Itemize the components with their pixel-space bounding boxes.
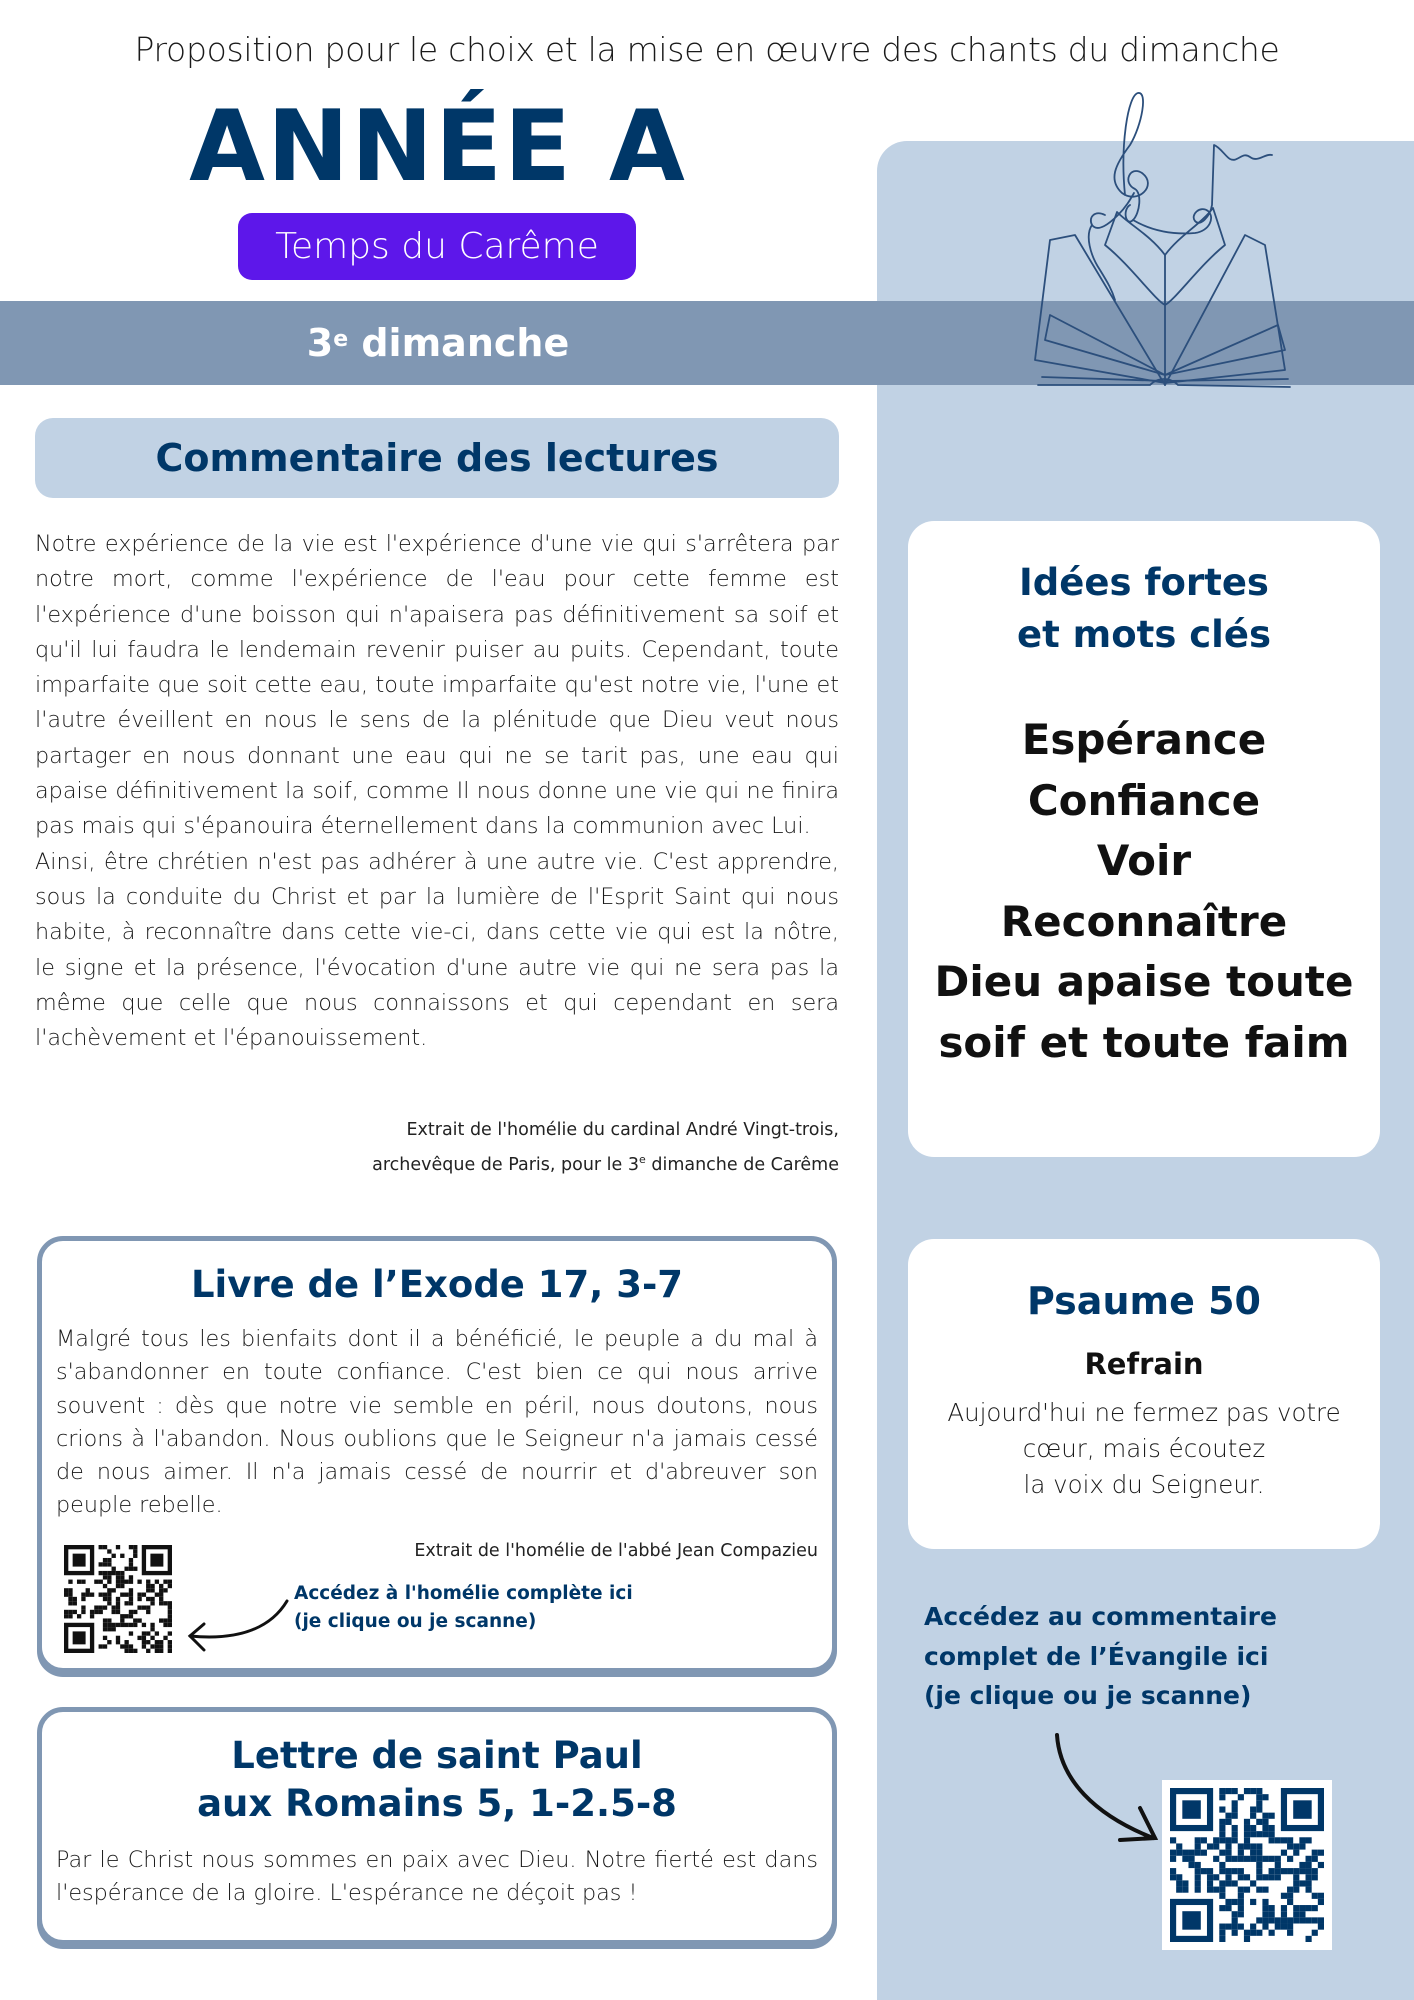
refrain-text [908, 1395, 1380, 1503]
psalm-card [908, 1239, 1380, 1549]
keyword: Espérance [1021, 715, 1267, 764]
reading-title: Livre de l’Exode 17, 3-7 [190, 1263, 684, 1306]
commentary-attribution [35, 1116, 839, 1180]
homily-link-line[interactable]: (je clique ou je scanne) [294, 1611, 537, 1632]
keywords-title-line: Idées fortes [1019, 561, 1269, 604]
sunday-title [0, 301, 876, 385]
reading-attribution: Extrait de l'homélie de l'abbé Jean Compazieu [414, 1541, 818, 1561]
commentary-text [35, 527, 839, 1056]
attribution-sup: e [639, 1153, 646, 1166]
qr-code-icon [1170, 1788, 1324, 1942]
gospel-qr-code[interactable] [1162, 1780, 1332, 1950]
refrain-line: Aujourd'hui ne fermez pas votre [947, 1398, 1341, 1427]
keyword: soif et toute faim [938, 1017, 1350, 1067]
attribution-text: dimanche de Carême [645, 1154, 839, 1175]
keyword: Confiance [1027, 775, 1261, 825]
homily-link-line[interactable]: Accédez à l'homélie complète ici [294, 1583, 633, 1604]
reading-card-romains [37, 1707, 837, 1945]
keyword: Reconnaître [1000, 896, 1288, 946]
gospel-link-line[interactable]: complet de l’Évangile ici [924, 1641, 1269, 1671]
qr-code-icon [64, 1545, 172, 1653]
refrain-line: cœur, mais écoutez [1022, 1434, 1266, 1463]
psalm-title: Psaume 50 [1027, 1279, 1261, 1323]
homily-link[interactable] [294, 1580, 633, 1636]
homily-qr-code[interactable] [64, 1545, 172, 1653]
commentary-paragraph: Ainsi, être chrétien n'est pas adhérer à une autre vie. C'est apprendre, sous la conduite du Christ et par la lumière de l'Esprit Saint qui nous habite, à reconnaître dans cette vie-ci, dans cette vie qui est la nôtre, le signe et la présence, l'évocation d'une autre vie qui ne sera pas la même que celle que nous connaissons et qui cependant en sera l'achèvement et l'épanouissement. [35, 848, 839, 1052]
commentary-paragraph: Notre expérience de la vie est l'expérience d'une vie qui s'arrêtera par notre mort, comme l'expérience de l'eau pour cette femme est l'expérience d'une boisson qui n'apaisera pas définitivement sa soif et qu'il lui faudra le lendemain revenir puiser au puits. Cependant, toute imparfaite que soit cette eau, toute imparfaite qu'est notre vie, l'une et l'autre éveillent en nous le sens de la plénitude que Dieu veut nous partager en nous donnant une eau qui ne se tarit pas, une eau qui apaise définitivement la soif, comme Il nous donne une vie qui ne finira pas mais qui s'épanouira éternellement dans la communion avec Lui. [35, 531, 839, 840]
document-subtitle: Proposition pour le choix et la mise en œuvre des chants du dimanche [134, 30, 1280, 69]
reading-body: Malgré tous les bienfaits dont il a bénéficié, le peuple a du mal à s'abandonner en toute confiance. C'est bien ce qui nous arrive souvent : dès que notre vie semble en péril, nous doutons, nous crions à l'abandon. Nous oublions que le Seigneur n'a jamais cessé de nous aimer. Il n'a jamais cessé de nourrir et d'abreuver son peuple rebelle. [56, 1326, 818, 1519]
gospel-link-line[interactable]: Accédez au commentaire [924, 1602, 1277, 1631]
refrain-label: Refrain [1084, 1347, 1204, 1381]
attribution-line-1: Extrait de l'homélie du cardinal André Vingt-trois, [406, 1120, 839, 1140]
reading-body: Par le Christ nous sommes en paix avec Dieu. Notre fierté est dans l'espérance de la gloire. L'espérance ne déçoit pas ! [56, 1847, 818, 1907]
reading-title [42, 1732, 832, 1828]
keywords-title-line: et mots clés [1017, 613, 1271, 656]
reading-card-exode [37, 1236, 837, 1673]
gospel-commentary-link[interactable] [924, 1597, 1364, 1716]
season-badge [238, 213, 636, 280]
keyword: Voir [1096, 836, 1192, 885]
curved-arrow-icon [1045, 1730, 1165, 1860]
refrain-line: la voix du Seigneur. [1023, 1470, 1265, 1499]
sunday-number: 3 [306, 321, 334, 365]
sunday-suffix: e [333, 326, 349, 352]
liturgical-year-title: ANNÉE A [189, 90, 687, 204]
sunday-word: dimanche [348, 321, 570, 365]
commentary-title: Commentaire des lectures [155, 436, 719, 480]
book-music-icon [1030, 85, 1300, 390]
commentary-section-header [35, 418, 839, 498]
keywords-title [908, 557, 1380, 661]
attribution-text: archevêque de Paris, pour le 3 [372, 1154, 639, 1175]
attribution-line-2 [35, 1145, 839, 1180]
keyword: Dieu apaise toute [934, 957, 1354, 1006]
season-label: Temps du Carême [275, 226, 599, 267]
curved-arrow-icon [182, 1596, 292, 1656]
gospel-link-line[interactable]: (je clique ou je scanne) [924, 1681, 1252, 1710]
keywords-card [908, 521, 1380, 1157]
reading-title-line: aux Romains 5, 1-2.5-8 [197, 1782, 677, 1825]
reading-title-line: Lettre de saint Paul [231, 1734, 643, 1777]
keywords-list [908, 710, 1380, 1073]
